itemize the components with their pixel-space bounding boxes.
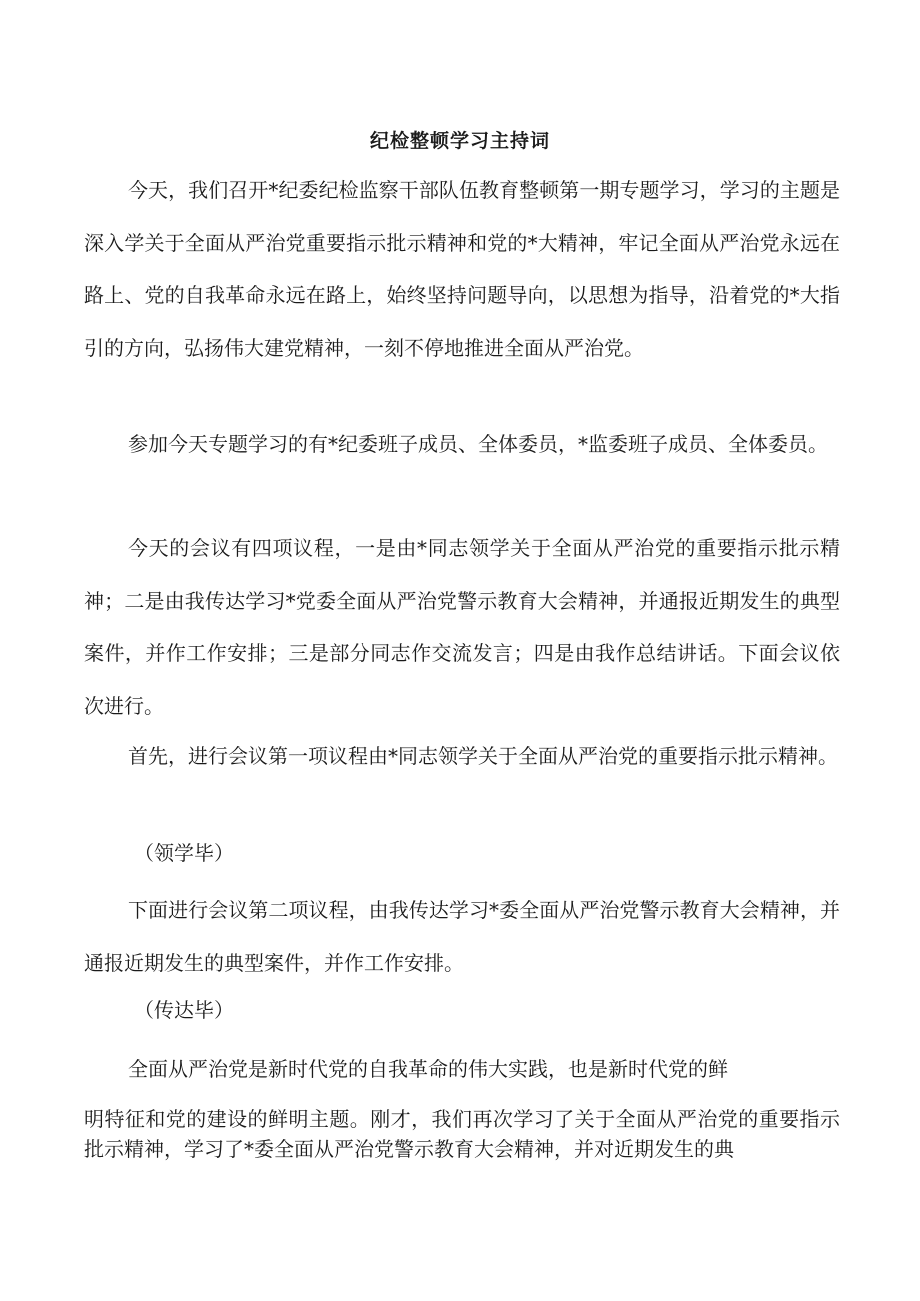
- paragraph-summary-rest: 明特征和党的建设的鲜明主题。刚才，我们再次学习了关于全面从严治党的重要指示批示精神，学习了*委全面从严治党警示教育大会精神，并对近期发生的典: [84, 1107, 840, 1161]
- paragraph-attendees: 参加今天专题学习的有*纪委班子成员、全体委员，*监委班子成员、全体委员。: [128, 432, 828, 456]
- note-study-finished: （领学毕）: [134, 841, 234, 865]
- paragraph-second-item: 下面进行会议第二项议程，由我传达学习*委全面从严治党警示教育大会精神，并通报近期发生的典型案件，并作工作安排。: [84, 898, 840, 975]
- paragraph-agenda: 今天的会议有四项议程，一是由*同志领学关于全面从严治党的重要指示批示精神；二是由我传达学习*党委全面从严治党警示教育大会精神，并通报近期发生的典型案件，并作工作安排；三是部分同志作交流发言；四是由我作总结讲话。下面会议依次进行。: [84, 536, 840, 718]
- document-title: 纪检整顿学习主持词: [369, 130, 550, 152]
- paragraph-summary-line1: 全面从严治党是新时代党的自我革命的伟大实践，也是新时代党的鲜: [128, 1057, 728, 1081]
- paragraph-opening: 今天，我们召开*纪委纪检监察干部队伍教育整顿第一期专题学习，学习的主题是深入学关于全面从严治党重要指示批示精神和党的*大精神，牢记全面从严治党永远在路上、党的自我革命永远在路上，始终坚持问题导向，以思想为指导，沿着党的*大指引的方向，弘扬伟大建党精神，一刻不停地推进全面从严治党。: [84, 178, 840, 360]
- paragraph-first-item: 首先，进行会议第一项议程由*同志领学关于全面从严治党的重要指示批示精神。: [128, 744, 838, 768]
- note-relay-finished: （传达毕）: [134, 998, 234, 1022]
